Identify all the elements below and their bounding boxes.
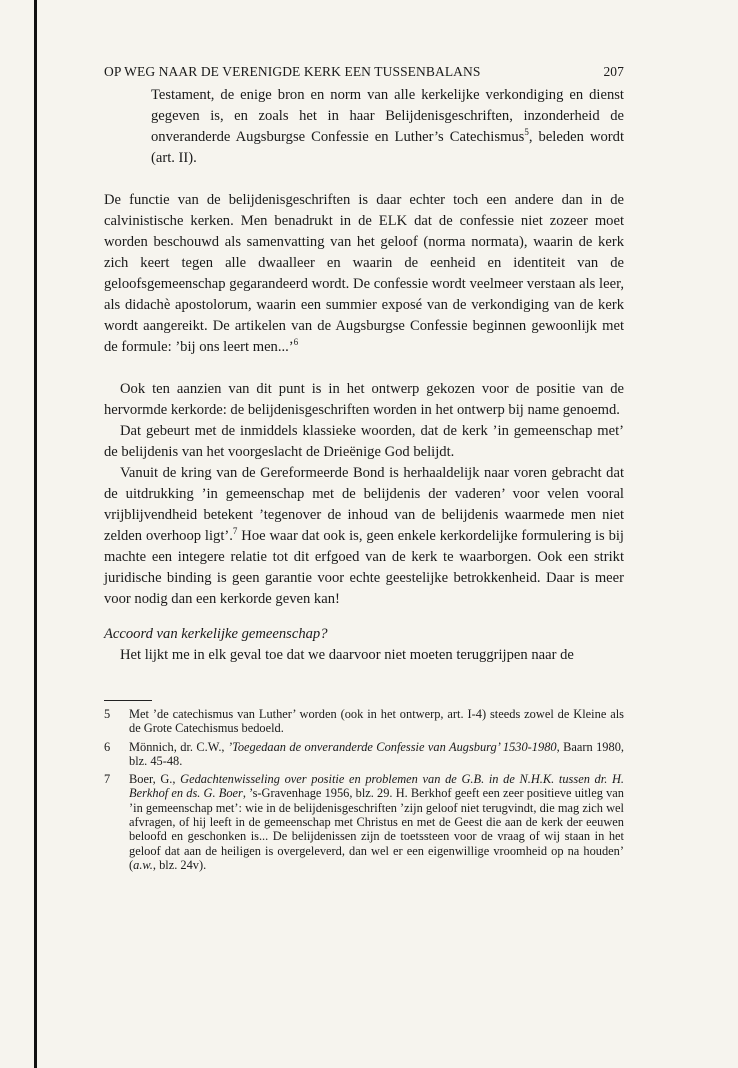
footnote-6: 6 Mönnich, dr. C.W., ’Toegedaan de onveranderde Confessie van Augsburg’ 1530-1980, Baarn 1980, blz. 45-48. bbox=[104, 739, 624, 768]
book-spine-edge bbox=[34, 0, 37, 1068]
header-title: OP WEG NAAR DE VERENIGDE KERK EEN TUSSENBALANS bbox=[104, 64, 481, 79]
footnote-rule bbox=[104, 700, 152, 701]
paragraph-1: De functie van de belijdenisgeschriften is daar echter toch een andere dan in de calvinistische kerken. Men benadrukt in de ELK dat de confessie niet zozeer moet worden beschouwd als samenvatting van het geloof (norma normata), waarin de kerk zich keert tegen alle dwaalleer en waarin de eenheid en identiteit van de geloofsgemeenschap gegarandeerd wordt. De confessie wordt veelmeer verstaan als leer, als didachè apostolorum, waarin een summier exposé van de verkondiging van de kerk wordt aangereikt. De artikelen van de Augsburgse Confessie beginnen gewoonlijk met de formule: ’bij ons leert men...’$^6$ bbox=[104, 192, 624, 355]
footnote-5: 5 Met ’de catechismus van Luther’ worden (ook in het ontwerp, art. I-4) steeds zowel de Kleine als de Grote Catechismus bedoeld. bbox=[104, 707, 624, 736]
paragraph-5: Het lijkt me in elk geval toe dat we daarvoor niet moeten teruggrijpen naar de bbox=[120, 647, 574, 663]
paragraph-2: Ook ten aanzien van dit punt is in het ontwerp gekozen voor de positie van de hervormde kerkorde: de belijdenisgeschriften worden in het ontwerp bij name genoemd. bbox=[104, 381, 624, 418]
running-header bbox=[104, 64, 624, 80]
footnote-7: 7 Boer, G., Gedachtenwisseling over positie en problemen van de G.B. in de N.H.K. tussen dr. H. Berkhof en ds. G. Boer, ’s-Gravenhage 1956, blz. 29. H. Berkhof geeft een zeer positieve uitleg van ’in gemeenschap met’: wie in de belijdenisgeschriften ’zijn geloof niet terugvindt, die mag zich wel afvragen, of hij leeft in de gemeenschap met Christus en met de Geest die aan de kerk der eeuwen beloofd en geschonken is... De belijdenissen zijn de toetssteen voor de vraag of wij staan in het geloof dat aan de heiligen is overgeleverd, dan wel er een eigenwillige vroomheid op na houden’ (a.w., blz. 24v). bbox=[104, 772, 624, 872]
page bbox=[104, 64, 624, 876]
block-quote: Testament, de enige bron en norm van alle kerkelijke verkondiging en dienst gegeven is, en zoals het in haar Belijdenisgeschriften, inzonderheid de onveranderde Augsburgse Confessie en Luther’s Catechismus$^5$, beleden wordt (art. II). bbox=[151, 87, 624, 166]
paragraph-4: Vanuit de kring van de Gereformeerde Bond is herhaaldelijk naar voren gebracht dat de uitdrukking ’in gemeenschap met de belijdenis der vaderen’ voor velen vooral vrijblijvendheid betekent ’tegenover de inhoud van de belijdenis waarmede men niet zelden overhoop ligt’.$^7$ Hoe waar dat ook is, geen enkele kerkordelijke formulering is bij machte een integere relatie tot dit erfgoed van de kerk te waarborgen. Ook een strikt juridische binding is geen garantie voor echte geestelijke betrokkenheid. Daar is meer voor nodig dan een kerkorde geven kan! bbox=[104, 465, 624, 607]
paragraph-3: Dat gebeurt met de inmiddels klassieke woorden, dat de kerk ’in gemeenschap met’ de belijdenis van het voorgeslacht de Drieënige God belijdt. bbox=[104, 423, 624, 460]
section-subheading: Accoord van kerkelijke gemeenschap? bbox=[104, 626, 328, 642]
page-number: 207 bbox=[603, 64, 624, 79]
